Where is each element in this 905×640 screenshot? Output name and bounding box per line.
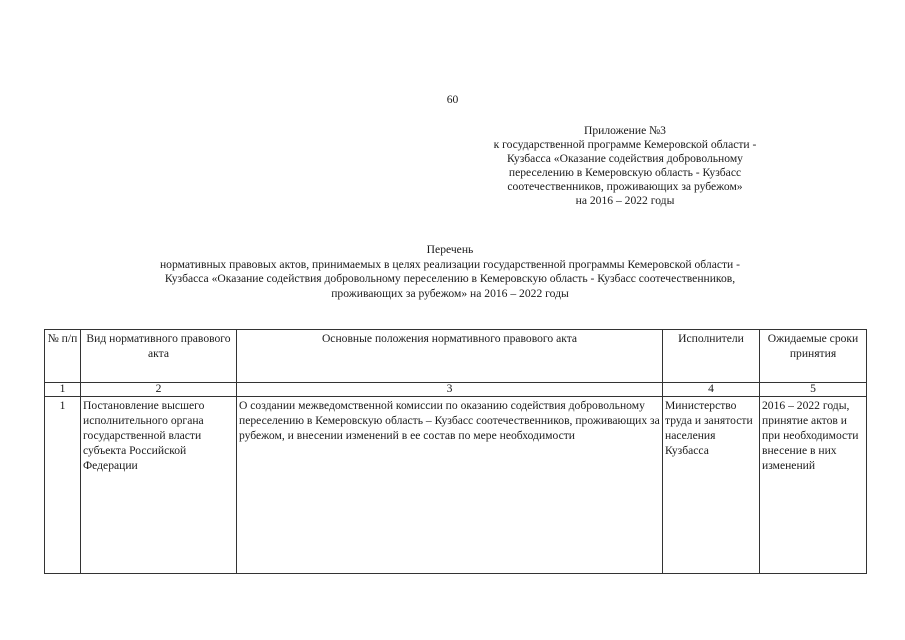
column-numbers-row — [45, 383, 867, 397]
cell-num: 1 — [45, 397, 81, 574]
column-number: 2 — [81, 383, 237, 397]
cell-executors: Министерство труда и занятости населения Кузбасса — [663, 397, 760, 574]
cell-act-type: Постановление высшего исполнительного органа государственной власти субъекта Российской Федерации — [81, 397, 237, 574]
appendix-line: соотечественников, проживающих за рубежом» — [507, 180, 743, 193]
appendix-line: Приложение №3 — [584, 124, 666, 137]
column-number: 4 — [663, 383, 760, 397]
column-number: 3 — [237, 383, 663, 397]
appendix-note — [440, 124, 810, 208]
title-line: Кузбасса «Оказание содействия добровольному переселению в Кемеровскую область - Кузбасс соотечественников, — [164, 272, 736, 285]
page-number: 60 — [446, 93, 459, 106]
cell-provisions: О создании межведомственной комиссии по оказанию содействия добровольному переселению в Кемеровскую область – Кузбасс соотечественников, проживающих за рубежом, и внесении изменений в ее состав по мере необходимости — [237, 397, 663, 574]
header-act-type: Вид нормативного правового акта — [81, 330, 237, 383]
document-title — [40, 243, 860, 301]
appendix-line: к государственной программе Кемеровской области - — [493, 138, 757, 151]
appendix-line: переселению в Кемеровскую область - Кузбасс — [508, 166, 742, 179]
column-number: 5 — [760, 383, 867, 397]
header-executors: Исполнители — [663, 330, 760, 383]
title-heading: Перечень — [426, 243, 474, 256]
appendix-line: Кузбасса «Оказание содействия добровольному — [507, 152, 743, 165]
table-row — [45, 397, 867, 574]
header-deadlines: Ожидаемые сроки принятия — [760, 330, 867, 383]
legal-acts-table — [44, 329, 867, 574]
column-number: 1 — [45, 383, 81, 397]
appendix-line: на 2016 – 2022 годы — [575, 194, 675, 207]
title-line: проживающих за рубежом» на 2016 – 2022 годы — [331, 286, 569, 300]
header-num: № п/п — [45, 330, 81, 383]
header-provisions: Основные положения нормативного правового акта — [237, 330, 663, 383]
title-line: нормативных правовых актов, принимаемых в целях реализации государственной программы Кемеровской области - — [159, 257, 741, 271]
table-header-row — [45, 330, 867, 383]
cell-deadlines: 2016 – 2022 годы, принятие актов и при необходимости внесение в них изменений — [760, 397, 867, 574]
